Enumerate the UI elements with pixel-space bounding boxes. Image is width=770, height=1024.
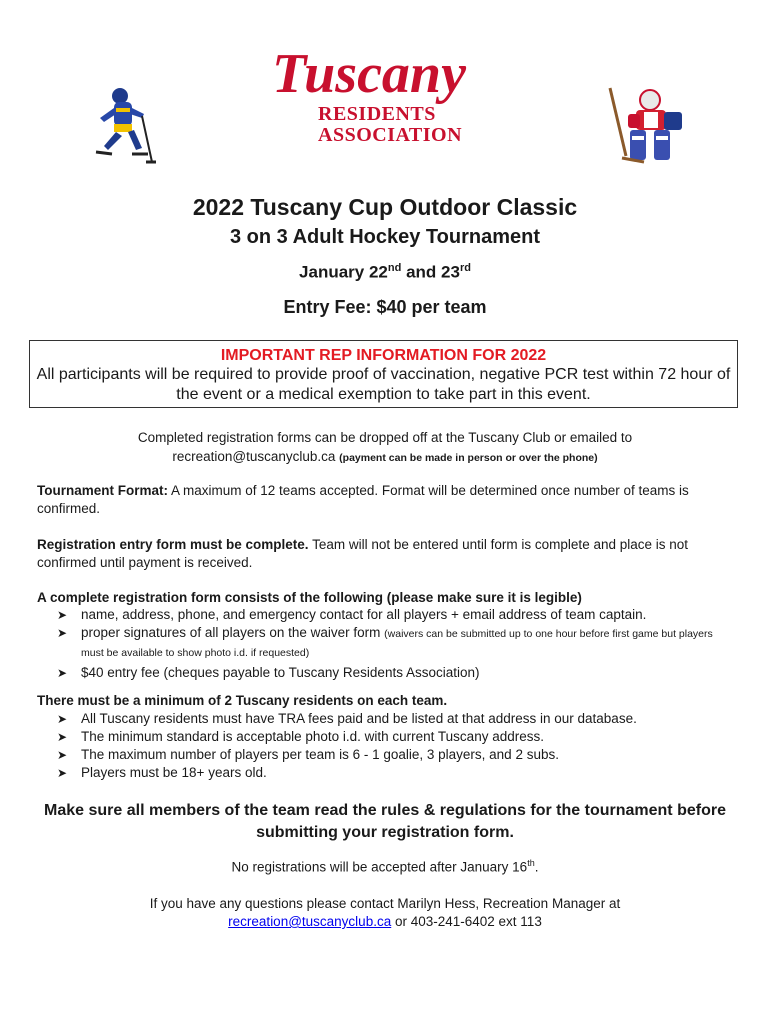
residents-heading: There must be a minimum of 2 Tuscany residents on each team. [37, 693, 448, 708]
dropoff-line: Completed registration forms can be dropped off at the Tuscany Club or emailed to [137, 430, 633, 445]
payment-note: (payment can be made in person or over the phone) [339, 452, 598, 464]
page-title: 2022 Tuscany Cup Outdoor Classic [192, 194, 578, 220]
residents-item-text: The maximum number of players per team is 6 - 1 goalie, 3 players, and 2 subs. [81, 747, 559, 762]
list-item [37, 764, 727, 782]
contact-email-link[interactable]: recreation@tuscanyclub.ca [228, 914, 392, 929]
arrow-bullet-icon: ➤ [57, 626, 68, 640]
tuscany-logo [268, 40, 508, 110]
date-sup-2: rd [459, 262, 471, 274]
format-label: Tournament Format: [37, 483, 168, 498]
make-sure-notice: Make sure all members of the team read the rules & regulations for the tournament before submitting your registration form. [44, 802, 726, 841]
consists-item-text: proper signatures of all players on the waiver form [81, 625, 385, 640]
date-prefix: January 22 [299, 262, 388, 282]
arrow-bullet-icon: ➤ [57, 712, 68, 726]
deadline-end: . [534, 859, 539, 875]
hockey-player-icon [86, 84, 158, 166]
deadline-sup: th [527, 858, 535, 868]
residents-item-text: All Tuscany residents must have TRA fees paid and be listed at that address in our database. [81, 711, 637, 726]
consists-item-text: $40 entry fee (cheques payable to Tuscany Residents Association) [81, 665, 480, 680]
logo-subtitle [318, 104, 498, 146]
arrow-bullet-icon: ➤ [57, 608, 68, 622]
important-notice-box [29, 340, 738, 408]
consists-item-text: name, address, phone, and emergency contact for all players + email address of team captain. [81, 607, 647, 622]
arrow-bullet-icon: ➤ [57, 730, 68, 744]
logo-line-residents: RESIDENTS [318, 103, 436, 125]
dropoff-email: recreation@tuscanyclub.ca [172, 449, 336, 464]
list-item [37, 664, 727, 682]
date-sup-1: nd [387, 262, 402, 274]
hockey-goalie-icon [604, 86, 696, 164]
dropoff-info [0, 428, 770, 468]
entry-fee: Entry Fee: $40 per team [283, 297, 487, 317]
list-item [37, 710, 727, 728]
page-subtitle: 3 on 3 Adult Hockey Tournament [229, 226, 541, 248]
list-item [37, 728, 727, 746]
registration-deadline [0, 858, 770, 875]
list-item [37, 746, 727, 764]
format-text: A maximum of 12 teams accepted. Format will be determined once number of teams is confirmed. [37, 483, 689, 516]
waiver-note: (waivers can be submitted up to one hour before first game but players must be available to show photo i.d. if requested) [81, 628, 713, 659]
logo-line-association: ASSOCIATION [318, 124, 463, 146]
residents-list [37, 710, 727, 782]
logo-word-text: Tuscany [272, 43, 466, 105]
tournament-dates [0, 262, 770, 283]
list-item [37, 624, 727, 662]
notice-heading: IMPORTANT REP INFORMATION FOR 2022 [220, 347, 547, 364]
date-mid: and 23 [401, 262, 460, 282]
contact-line: If you have any questions please contact Marilyn Hess, Recreation Manager at [149, 896, 621, 911]
list-item [37, 606, 727, 624]
contact-info [0, 895, 770, 931]
contact-phone: or 403-241-6402 ext 113 [391, 914, 542, 929]
arrow-bullet-icon: ➤ [57, 666, 68, 680]
notice-body: All participants will be required to provide proof of vaccination, negative PCR test within 72 hour of the event or a medical exemption to take part in this event. [36, 366, 731, 403]
residents-item-text: Players must be 18+ years old. [81, 765, 267, 780]
consists-heading: A complete registration form consists of the following (please make sure it is legible) [37, 590, 582, 605]
tournament-format [37, 482, 727, 518]
regentry-label: Registration entry form must be complete. [37, 537, 309, 552]
registration-entry [37, 536, 727, 572]
consists-list [37, 606, 727, 682]
arrow-bullet-icon: ➤ [57, 766, 68, 780]
arrow-bullet-icon: ➤ [57, 748, 68, 762]
residents-item-text: The minimum standard is acceptable photo i.d. with current Tuscany address. [81, 729, 544, 744]
deadline-text: No registrations will be accepted after January 16 [231, 859, 528, 875]
regentry-text: Team will not be entered until form is complete and place is not confirmed until payment is received. [37, 537, 689, 570]
